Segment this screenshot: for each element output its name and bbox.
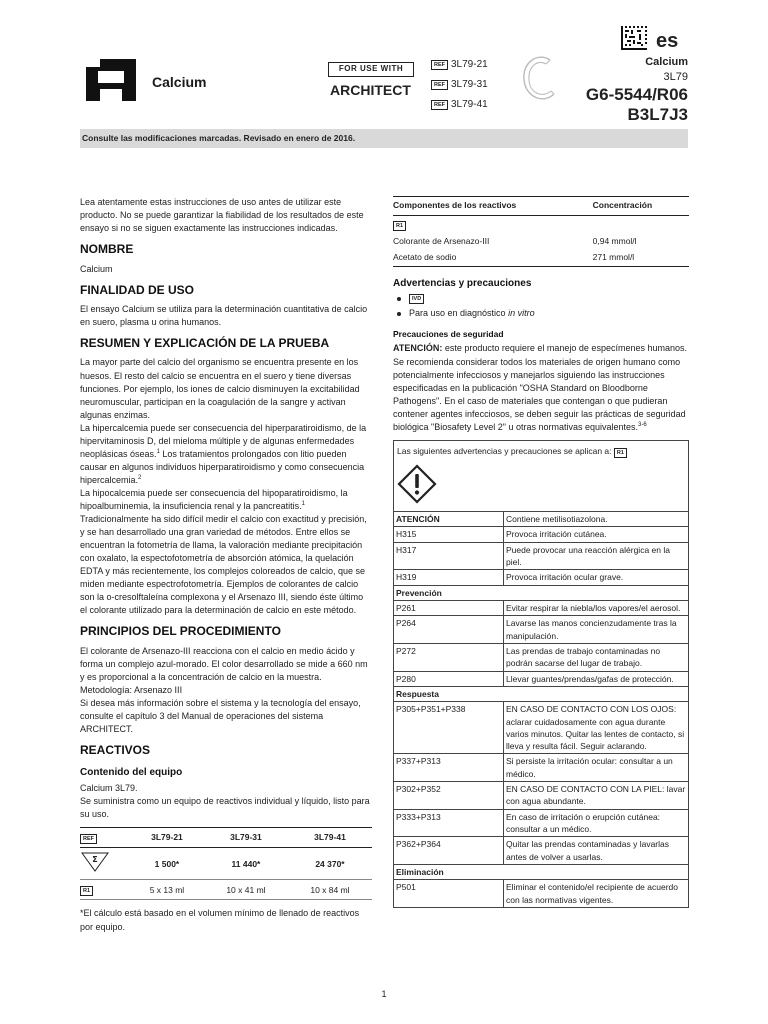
finalidad-text: El ensayo Calcium se utiliza para la determinación cuantitativa de calcio en suero, plasma u orina humanos. (80, 303, 368, 328)
atencion-label: ATENCIÓN: (393, 343, 443, 354)
ref-number: 3L79-21 (451, 58, 488, 70)
hazard-text: En caso de irritación o erupción cutánea: consultar a un médico. (504, 809, 689, 837)
principios-paragraph: El colorante de Arsenazo-III reacciona con el calcio en medio ácido y forma un complejo azul-morado. El color desarrollado se mide a 660 nm y es proporcional a la concentración de calcio en la muestra. (80, 645, 368, 682)
ivd-bullet (393, 294, 689, 304)
component-concentration: 0,94 mmol/l (592, 236, 637, 246)
tests-sigma-icon (80, 851, 110, 873)
hazard-code: P333+P313 (394, 809, 504, 837)
ghs-exclamation-icon (397, 464, 437, 504)
bullet-dot (397, 297, 401, 301)
hazard-row (394, 671, 689, 686)
hazard-text: Eliminar el contenido/el recipiente de acuerdo con las normativas vigentes. (504, 880, 689, 908)
seguridad-heading: Precauciones de seguridad (393, 329, 504, 340)
kit-tests-value: 24 370* (315, 858, 345, 869)
r1-badge: R1 (80, 886, 93, 896)
kit-volume-value: 10 x 84 ml (288, 880, 372, 900)
in-vitro-text: in vitro (508, 308, 535, 319)
hazard-code: P337+P313 (394, 754, 504, 782)
bullet-dot (397, 312, 401, 316)
principios-paragraph: Si desea más información sobre el sistema y la tecnología del ensayo, consulte el capítulo 3 del Manual de operaciones del sistema ARCHITECT. (80, 697, 361, 735)
ref-row (431, 75, 488, 95)
hazard-section-row (394, 864, 689, 879)
hazard-row (394, 512, 689, 527)
svg-text:Σ: Σ (92, 855, 98, 865)
hazard-table (393, 440, 689, 908)
hazard-text: Provoca irritación cutánea. (504, 527, 689, 542)
reactivos-heading: REACTIVOS (80, 743, 151, 758)
reference-mark: 1 (156, 448, 160, 455)
hazard-text: Llevar guantes/prendas/gafas de protección. (504, 671, 689, 686)
hazard-row (394, 527, 689, 542)
ref-number: 3L79-41 (451, 98, 488, 110)
diagnostico-bullet (393, 307, 689, 320)
kit-volume-value: 5 x 13 ml (130, 880, 204, 900)
hazard-code: H319 (394, 570, 504, 585)
abbott-logo (82, 55, 140, 105)
r1-badge: R1 (393, 221, 406, 231)
hazard-text: Lavarse las manos concienzudamente tras la manipulación. (504, 616, 689, 644)
page-number: 1 (381, 989, 387, 999)
kit-tests-value: 1 500* (154, 858, 180, 869)
finalidad-heading: FINALIDAD DE USO (80, 282, 194, 297)
kit-table-header (80, 828, 372, 848)
ref-list (431, 55, 488, 115)
diagnostico-label: Para uso en diagnóstico (409, 308, 509, 319)
resumen-paragraph (80, 422, 372, 487)
kit-tests-value: 11 440* (231, 858, 261, 869)
component-name: Acetato de sodio (393, 249, 593, 266)
hazard-row (394, 570, 689, 585)
hazard-code: P280 (394, 671, 504, 686)
hazard-text: Puede provocar una reacción alérgica en la piel. (504, 542, 689, 570)
kit-tests-icon-cell (80, 848, 130, 880)
component-name: Colorante de Arsenazo-III (393, 236, 490, 246)
kit-volume-value: 10 x 41 ml (204, 880, 288, 900)
hazard-row (394, 809, 689, 837)
resumen-text: La hipocalcemia puede ser consecuencia del hipoparatiroidismo, la hipoalbuminemia, la insuficiencia renal y la pancreatitis. (80, 487, 348, 511)
hazard-row (394, 616, 689, 644)
contenido-paragraph: Se suministra como un equipo de reactivos individual y líquido, listo para su uso. (80, 796, 370, 820)
datamatrix-code-icon (621, 26, 647, 50)
ref-badge: REF (431, 100, 448, 110)
document-code: G6-5544/R06 (585, 85, 688, 104)
reference-mark: 1 (301, 500, 305, 507)
ref-row (431, 95, 488, 115)
resumen-heading: RESUMEN Y EXPLICACIÓN DE LA PRUEBA (80, 336, 330, 351)
ref-row (431, 55, 488, 75)
hazard-row (394, 702, 689, 754)
hazard-text: Si persiste la irritación ocular: consultar a un médico. (504, 754, 689, 782)
hazard-text: Evitar respirar la niebla/los vapores/el aerosol. (504, 601, 689, 616)
hazard-row (394, 880, 689, 908)
hazard-code: P305+P351+P338 (394, 702, 504, 754)
kit-column-header: 3L79-21 (130, 828, 204, 848)
components-header (393, 197, 689, 216)
right-title: Calcium (645, 56, 688, 68)
resumen-paragraph: La mayor parte del calcio del organismo se encuentra presente en los huesos. El resto del calcio se encuentra en el suero y tiene diversas funciones. Por ejemplo, los iones de calcio disminuyen la excitabilidad neuromuscular, participan en la coagulación de la sangre y activan algunas enzimas. (80, 357, 360, 420)
kit-ref-cell (80, 828, 130, 848)
principios-heading: PRINCIPIOS DEL PROCEDIMIENTO (80, 624, 281, 639)
kit-footnote: *El cálculo está basado en el volumen mínimo de llenado de reactivos por equipo. (80, 908, 360, 932)
hazard-text: Provoca irritación ocular grave. (504, 570, 689, 585)
kit-table (80, 827, 372, 900)
hazard-code: H317 (394, 542, 504, 570)
component-row (393, 233, 689, 249)
resumen-paragraph (80, 487, 372, 513)
components-header-name: Componentes de los reactivos (393, 197, 593, 216)
right-column (393, 196, 689, 908)
revision-notice: Consulte las modificaciones marcadas. Revisado en enero de 2016. (80, 129, 688, 148)
nombre-heading: NOMBRE (80, 242, 134, 257)
hazard-code: P261 (394, 601, 504, 616)
hazard-intro-text: Las siguientes advertencias y precauciones se aplican a: (397, 445, 612, 456)
ref-badge: REF (80, 834, 97, 844)
kit-column-header: 3L79-41 (288, 828, 372, 848)
contenido-heading: Contenido del equipo (80, 766, 183, 778)
resumen-text: La hipercalcemia puede ser consecuencia del hiperparatiroidismo, de la hipervitaminosis D, del mieloma múltiple y de algunas enfermedades neoplásicas óseas. (80, 422, 367, 459)
reference-mark: 2 (138, 474, 142, 481)
reference-mark: 3-6 (638, 421, 647, 428)
hazard-code: ATENCIÓN (394, 512, 504, 527)
diagnostico-text (409, 307, 535, 320)
system-name: ARCHITECT (330, 82, 411, 98)
hazard-code: P501 (394, 880, 504, 908)
ref-badge: REF (431, 60, 448, 70)
hazard-code: P264 (394, 616, 504, 644)
hazard-text: EN CASO DE CONTACTO CON LA PIEL: lavar con agua abundante. (504, 782, 689, 810)
components-r1-row (393, 216, 689, 234)
seguridad-paragraph (393, 342, 689, 433)
hazard-text: Quitar las prendas contaminadas y lavarlas antes de volver a usarlas. (504, 837, 689, 865)
advertencias-heading: Advertencias y precauciones (393, 277, 532, 289)
hazard-row (394, 782, 689, 810)
eliminacion-label: Eliminación (394, 864, 689, 879)
hazard-row (394, 542, 689, 570)
intro-text: Lea atentamente estas instrucciones de uso antes de utilizar este producto. No se puede garantizar la fiabilidad de los resultados de este ensayo si no se siguen exactamente las instrucciones indicadas. (80, 197, 364, 234)
hazard-row (394, 643, 689, 671)
component-concentration: 271 mmol/l (593, 249, 689, 266)
prevencion-label: Prevención (394, 585, 689, 600)
kit-volume-row (80, 880, 372, 900)
hazard-row (394, 754, 689, 782)
hazard-text: Contiene metilisotiazolona. (504, 512, 689, 527)
hazard-row (394, 601, 689, 616)
ref-badge: REF (431, 80, 448, 90)
seguridad-text: este producto requiere el manejo de especímenes humanos. Se recomienda considerar todos los materiales de origen humano como potencialmente infecciosos y manejarlos siguiendo las instrucciones especificadas en la publicación "OSHA Standard on Bloodborne Pathogens". En el caso de materiales que contengan o que pudieran contener agentes infecciosos, se deben seguir las prácticas de seguridad biológica "Biosafety Level 2" u otras normativas equivalentes. (393, 343, 687, 432)
respuesta-label: Respuesta (394, 686, 689, 701)
document-id: B3L7J3 (627, 105, 688, 124)
hazard-section-row (394, 585, 689, 600)
contenido-paragraph: Calcium 3L79. (80, 783, 138, 793)
for-use-with-label: FOR USE WITH (328, 62, 414, 77)
kit-r1-cell (80, 880, 130, 900)
nombre-text: Calcium (80, 263, 113, 274)
hazard-intro-cell (394, 440, 689, 511)
kit-tests-row (80, 848, 372, 880)
r1-badge: R1 (614, 448, 627, 458)
hazard-row (394, 837, 689, 865)
right-code: 3L79 (663, 71, 688, 83)
hazard-text: Las prendas de trabajo contaminadas no podrán sacarse del lugar de trabajo. (504, 643, 689, 671)
ref-number: 3L79-31 (451, 78, 488, 90)
components-r1-cell (393, 216, 689, 234)
hazard-section-row (394, 686, 689, 701)
hazard-code: P302+P352 (394, 782, 504, 810)
components-header-conc: Concentración (593, 197, 689, 216)
left-column (80, 196, 372, 934)
principios-paragraph: Metodología: Arsenazo III (80, 684, 183, 695)
ivd-badge: IVD (409, 294, 424, 304)
document-id-block (586, 55, 688, 125)
resumen-paragraph: Tradicionalmente ha sido difícil medir el calcio con exactitud y precisión, y se han desarrollado una gran variedad de métodos. Entre ellos se encuentran la fotometría de llama, la valoración mediante precipitación con oxalato, la espectofotometría de absorción atómica, la quelación EDTA y más recientemente, los complejos coloreados de calcio, que se miden mediante espectrofotometría. Ejemplos de colorantes de calcio son la o-cresolftaleína complexona y el Arsenazo III, siendo éste último el colorante utilizado para la determinación de calcio en este método. (80, 514, 367, 616)
hazard-intro-row (394, 440, 689, 511)
hazard-code: H315 (394, 527, 504, 542)
hazard-code: P272 (394, 643, 504, 671)
resumen-text: Los tratamientos prolongados con litio pueden causar en algunos individuos hiperparatiroidismo y como consecuencia hipercalcemia. (80, 448, 365, 485)
change-mark-icon (516, 50, 560, 106)
components-table (393, 196, 689, 267)
product-name: Calcium (152, 74, 207, 90)
kit-column-header: 3L79-31 (204, 828, 288, 848)
hazard-text: EN CASO DE CONTACTO CON LOS OJOS: aclarar cuidadosamente con agua durante varios minutos. Quitar las lentes de contacto, si lleva y resulta fácil. Seguir aclarando. (504, 702, 689, 754)
hazard-code: P362+P364 (394, 837, 504, 865)
language-code: es (656, 30, 679, 52)
component-row (393, 249, 689, 266)
